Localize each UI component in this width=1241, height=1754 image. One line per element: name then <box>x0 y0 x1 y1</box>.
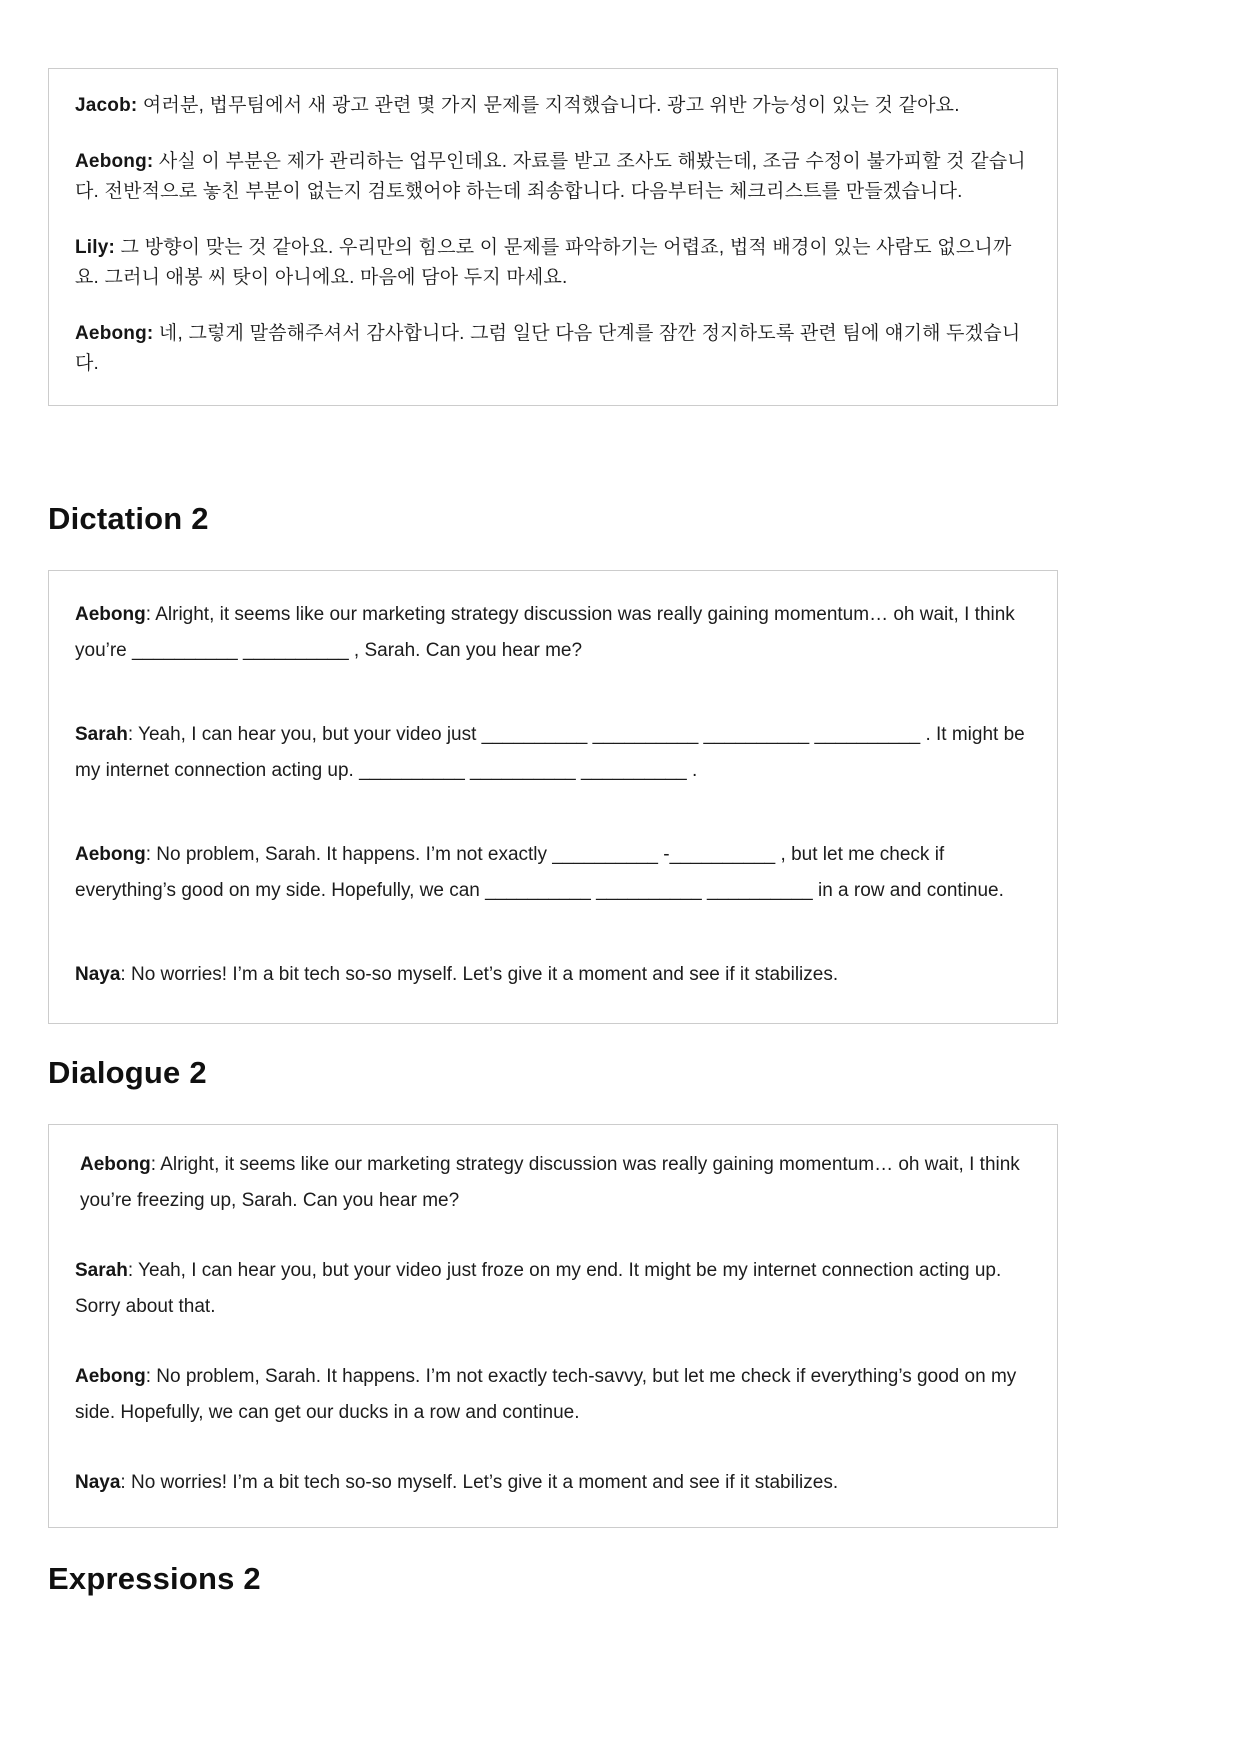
speaker-name: Aebong <box>75 844 146 865</box>
speaker-name: Naya <box>75 964 121 985</box>
dictation-turn-sarah <box>75 717 1031 789</box>
speaker-line: : Alright, it seems like our marketing strategy discussion was really gaining momentum… oh wait, I think you’re __________ __________ , Sarah. Can you hear me? <box>75 604 1021 661</box>
speaker-line: : No problem, Sarah. It happens. I’m not exactly __________ -__________ , but let me check if everything’s good on my side. Hopefully, we can __________ __________ __________ in a row and continue. <box>75 844 1004 901</box>
section-heading-dialogue: Dialogue 2 <box>48 1055 207 1090</box>
dialogue-turn-sarah <box>75 1253 1031 1325</box>
korean-turn-aebong-2 <box>75 319 1031 379</box>
speaker-line: 네, 그렇게 말씀해주셔서 감사합니다. 그럼 일단 다음 단계를 잠깐 정지하도록 관련 팀에 얘기해 두겠습니다. <box>75 323 1021 374</box>
dialogue-box <box>48 1124 1058 1528</box>
speaker-name: Aebong <box>75 604 146 625</box>
speaker-line: : No worries! I’m a bit tech so-so myself. Let’s give it a moment and see if it stabilizes. <box>120 1472 839 1493</box>
speaker-line: : Alright, it seems like our marketing strategy discussion was really gaining momentum… oh wait, I think you’re freezing up, Sarah. Can you hear me? <box>80 1154 1026 1211</box>
speaker-line: : Yeah, I can hear you, but your video just __________ __________ __________ __________ . It might be my internet connection acting up. __________ __________ __________ . <box>75 724 1030 781</box>
speaker-name: Lily: <box>75 237 116 258</box>
speaker-name: Sarah <box>75 724 128 745</box>
speaker-name: Sarah <box>75 1260 128 1281</box>
dialogue-turn-naya <box>75 1465 1031 1501</box>
korean-dialogue-box <box>48 68 1058 406</box>
korean-turn-lily <box>75 233 1031 293</box>
speaker-name: Aebong: <box>75 323 154 344</box>
speaker-line: 사실 이 부분은 제가 관리하는 업무인데요. 자료를 받고 조사도 해봤는데, 조금 수정이 불가피할 것 같습니다. 전반적으로 놓친 부분이 없는지 검토했어야 하는데 죄송합니다. 다음부터는 체크리스트를 만들겠습니다. <box>75 151 1026 202</box>
section-heading-expressions: Expressions 2 <box>48 1561 261 1596</box>
speaker-line: : No problem, Sarah. It happens. I’m not exactly tech-savvy, but let me check if everything’s good on my side. Hopefully, we can get our ducks in a row and continue. <box>75 1366 1022 1423</box>
speaker-name: Naya <box>75 1472 121 1493</box>
dictation-turn-aebong-2 <box>75 837 1031 909</box>
korean-turn-jacob <box>75 91 1031 121</box>
dialogue-turn-aebong-1 <box>75 1147 1031 1219</box>
speaker-name: Aebong: <box>75 151 154 172</box>
korean-turn-aebong-1 <box>75 147 1031 207</box>
speaker-line: 여러분, 법무팀에서 새 광고 관련 몇 가지 문제를 지적했습니다. 광고 위반 가능성이 있는 것 같아요. <box>137 95 960 116</box>
dialogue-turn-aebong-2 <box>75 1359 1031 1431</box>
dictation-turn-aebong-1 <box>75 597 1031 669</box>
dictation-turn-naya <box>75 957 1031 993</box>
speaker-name: Aebong <box>75 1366 146 1387</box>
speaker-name: Aebong <box>80 1154 151 1175</box>
speaker-line: 그 방향이 맞는 것 같아요. 우리만의 힘으로 이 문제를 파악하기는 어렵죠, 법적 배경이 있는 사람도 없으니까요. 그러니 애봉 씨 탓이 아니에요. 마음에 담아 두지 마세요. <box>75 237 1012 288</box>
dictation-box <box>48 570 1058 1024</box>
speaker-line: : No worries! I’m a bit tech so-so myself. Let’s give it a moment and see if it stabilizes. <box>120 964 839 985</box>
speaker-name: Jacob: <box>75 95 138 116</box>
speaker-line: : Yeah, I can hear you, but your video just froze on my end. It might be my internet connection acting up. Sorry about that. <box>75 1260 1007 1317</box>
section-heading-dictation: Dictation 2 <box>48 501 209 536</box>
